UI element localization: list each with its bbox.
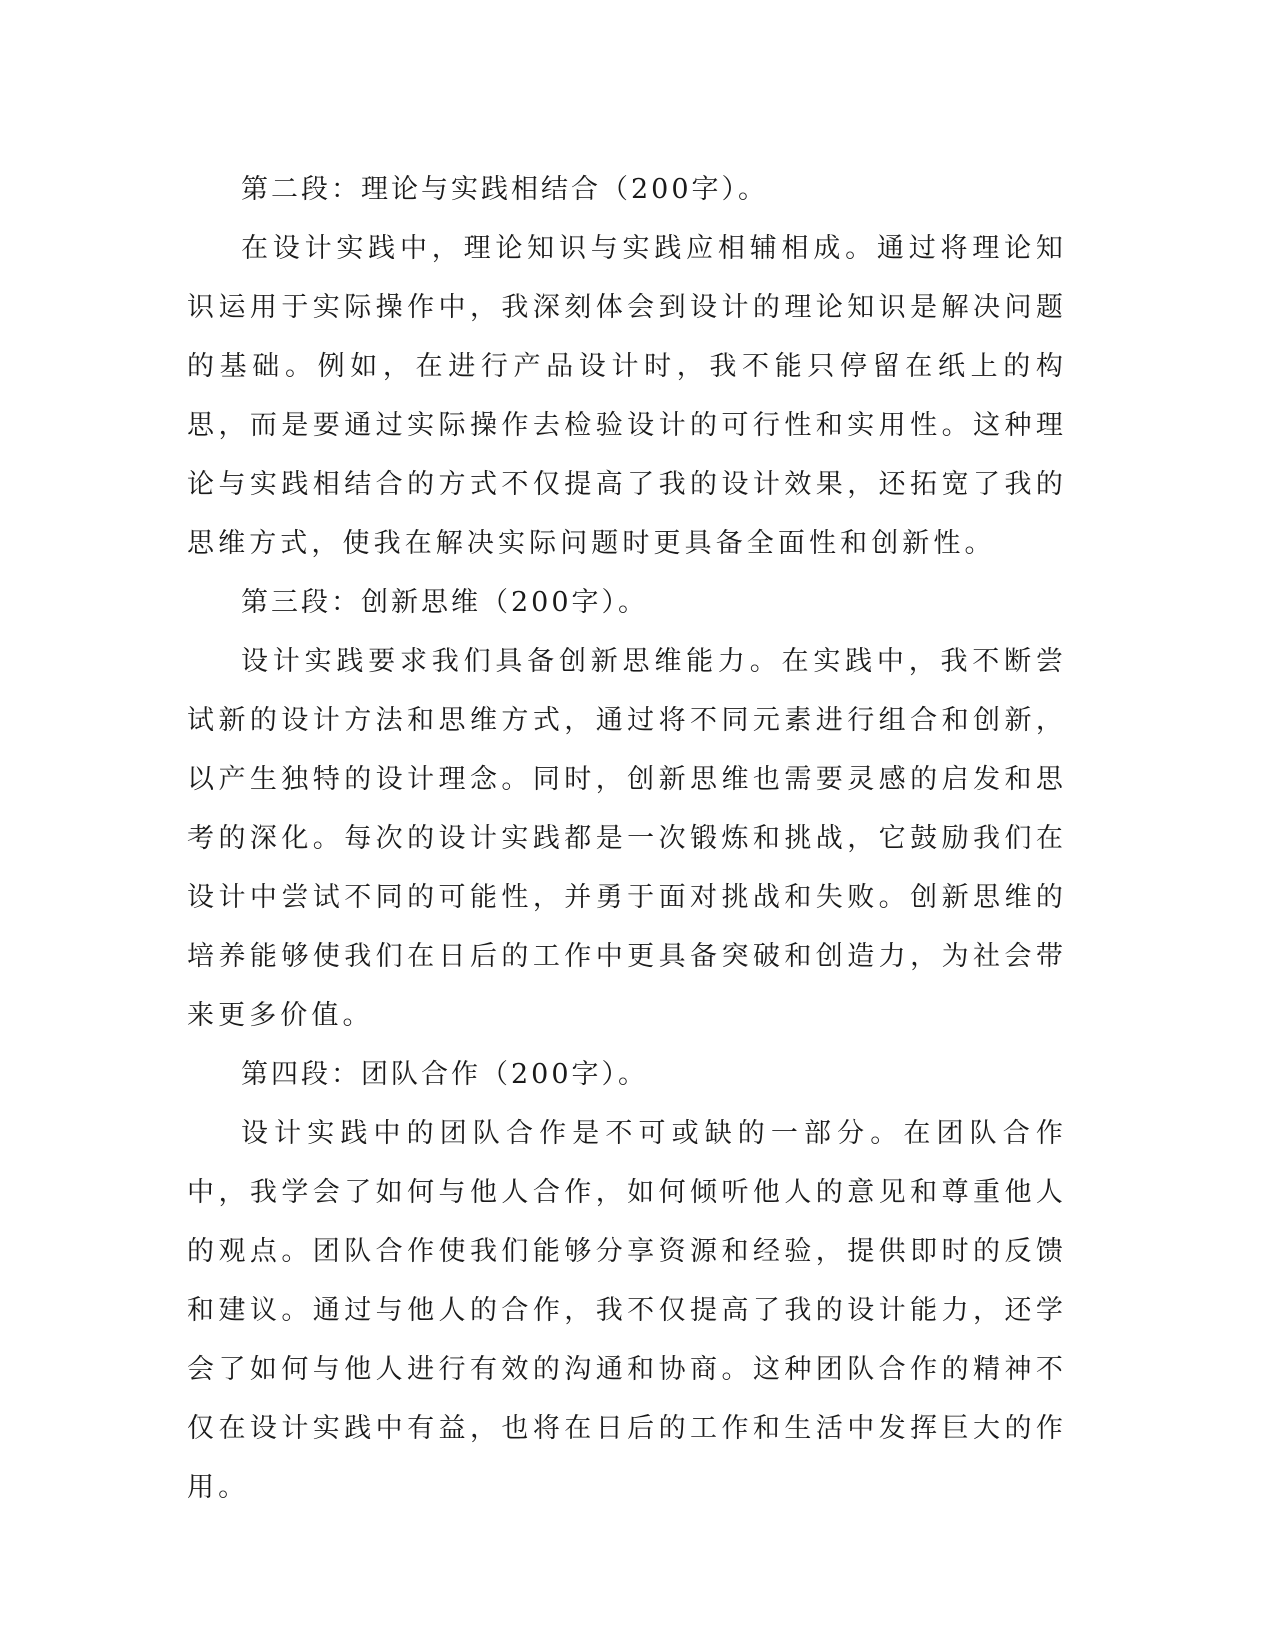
section-3-paragraph: 设计实践要求我们具备创新思维能力。在实践中，我不断尝试新的设计方法和思维方式，通过将不同元素进行组合和创新，以产生独特的设计理念。同时，创新思维也需要灵感的启发和思考的深化。每次的设计实践都是一次锻炼和挑战，它鼓励我们在设计中尝试不同的可能性，并勇于面对挑战和失败。创新思维的培养能够使我们在日后的工作中更具备突破和创造力，为社会带来更多价值。 xyxy=(187,646,1067,1031)
section-4-heading: 第四段：团队合作（200字）。 xyxy=(241,1059,649,1090)
section-2-paragraph: 在设计实践中，理论知识与实践应相辅相成。通过将理论知识运用于实际操作中，我深刻体会到设计的理论知识是解决问题的基础。例如，在进行产品设计时，我不能只停留在纸上的构思，而是要通过实际操作去检验设计的可行性和实用性。这种理论与实践相结合的方式不仅提高了我的设计效果，还拓宽了我的思维方式，使我在解决实际问题时更具备全面性和创新性。 xyxy=(187,233,1067,559)
section-3-heading: 第三段：创新思维（200字）。 xyxy=(241,587,649,618)
document-body xyxy=(187,160,1067,1517)
section-4-paragraph: 设计实践中的团队合作是不可或缺的一部分。在团队合作中，我学会了如何与他人合作，如何倾听他人的意见和尊重他人的观点。团队合作使我们能够分享资源和经验，提供即时的反馈和建议。通过与他人的合作，我不仅提高了我的设计能力，还学会了如何与他人进行有效的沟通和协商。这种团队合作的精神不仅在设计实践中有益，也将在日后的工作和生活中发挥巨大的作用。 xyxy=(187,1118,1067,1503)
section-2-heading: 第二段：理论与实践相结合（200字）。 xyxy=(241,174,769,205)
